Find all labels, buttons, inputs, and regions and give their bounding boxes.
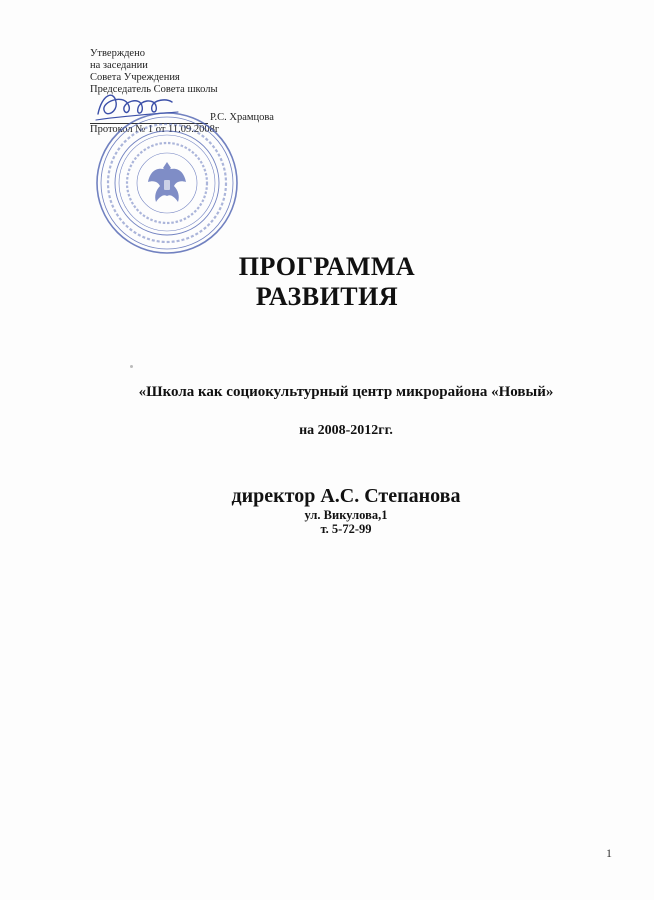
approval-line-approved: Утверждено [90,48,145,59]
title-line-program: ПРОГРАММА [238,252,416,281]
school-address: ул. Викулова,1 [304,508,388,522]
document-title [0,252,654,312]
title-line-development: РАЗВИТИЯ [255,282,399,311]
page-number: 1 [606,846,612,860]
approval-line-council: Совета Учреждения [90,72,180,83]
program-name: «Школа как социокультурный центр микрорайона «Новый» [138,384,554,400]
approval-protocol: Протокол № 1 от 11.09.2008г [90,124,220,135]
approval-line-chair: Председатель Совета школы [90,84,218,95]
scan-speck [130,365,133,368]
program-period: на 2008-2012гг. [299,423,393,438]
approval-signer-name: Р.С. Храмцова [210,112,274,123]
official-seal [94,110,240,256]
school-phone: т. 5-72-99 [320,522,372,536]
approval-line-meeting: на заседании [90,60,148,71]
director-name: директор А.С. Степанова [231,485,461,507]
